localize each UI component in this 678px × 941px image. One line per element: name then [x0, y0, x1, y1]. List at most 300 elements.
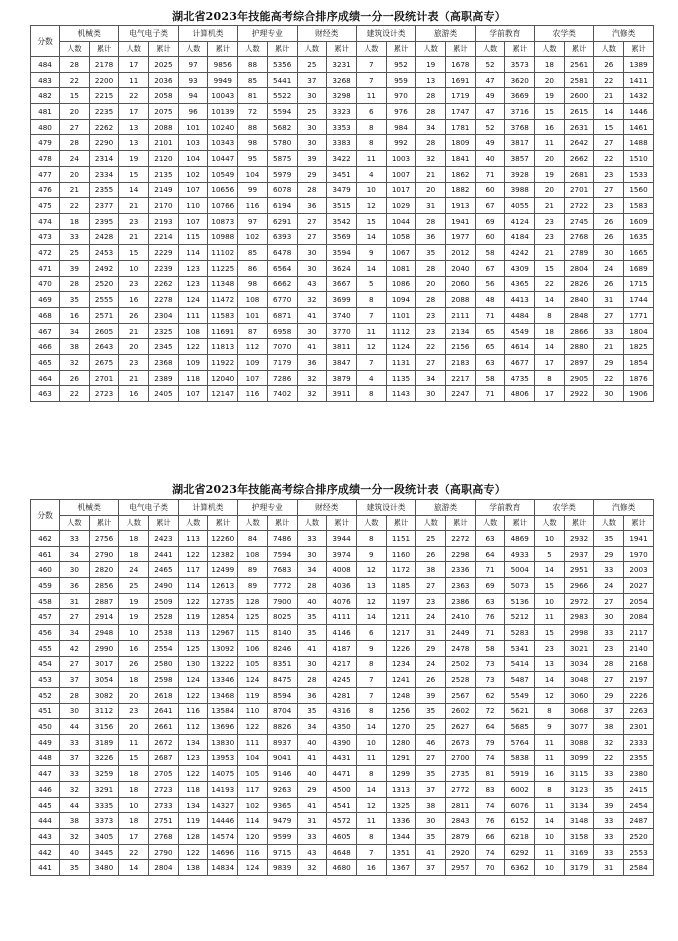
table-cell: 3817	[505, 135, 535, 151]
table-cell: 2027	[624, 578, 654, 594]
score-cell: 442	[31, 844, 60, 860]
score-cell: 476	[31, 182, 60, 198]
table-cell: 123	[178, 260, 208, 276]
table-cell: 3988	[505, 182, 535, 198]
table-cell: 14	[356, 782, 386, 798]
table-cell: 2581	[564, 72, 594, 88]
table-cell: 43	[297, 276, 327, 292]
table-cell: 3088	[564, 734, 594, 750]
table-cell: 122	[178, 766, 208, 782]
table-cell: 16	[119, 640, 149, 656]
table-cell: 119	[178, 813, 208, 829]
table-cell: 122	[178, 687, 208, 703]
table-cell: 20	[416, 276, 446, 292]
table-cell: 3048	[564, 672, 594, 688]
table-cell: 3148	[564, 813, 594, 829]
score-cell: 468	[31, 308, 60, 324]
table-cell: 7179	[267, 355, 297, 371]
table-cell: 2120	[149, 151, 179, 167]
table-cell: 2117	[624, 625, 654, 641]
table-cell: 4242	[505, 245, 535, 261]
table-cell: 2377	[89, 198, 119, 214]
table-cell: 3353	[327, 119, 357, 135]
table-cell: 3077	[564, 719, 594, 735]
table-cell: 2772	[446, 782, 476, 798]
table-cell: 30	[297, 88, 327, 104]
table-cell: 3082	[89, 687, 119, 703]
table-cell: 2478	[446, 640, 476, 656]
table-cell: 2410	[446, 609, 476, 625]
table-row	[31, 593, 654, 609]
table-cell: 38	[594, 719, 624, 735]
table-cell: 4484	[505, 308, 535, 324]
table-cell: 2914	[89, 609, 119, 625]
table-cell: 13468	[208, 687, 238, 703]
table-cell: 4933	[505, 546, 535, 562]
category-header: 建筑设计类	[356, 26, 415, 42]
table-cell: 37	[594, 703, 624, 719]
table-cell: 17	[535, 355, 565, 371]
table-cell: 1691	[446, 72, 476, 88]
table-cell: 1809	[446, 135, 476, 151]
table-cell: 13953	[208, 750, 238, 766]
table-cell: 8	[356, 292, 386, 308]
table-cell: 1411	[624, 72, 654, 88]
table-cell: 2790	[89, 546, 119, 562]
table-cell: 18	[119, 546, 149, 562]
table-cell: 2856	[89, 578, 119, 594]
table-cell: 23	[119, 355, 149, 371]
table-cell: 8475	[267, 672, 297, 688]
table-row	[31, 88, 654, 104]
table-cell: 3768	[505, 119, 535, 135]
table-cell: 14	[535, 339, 565, 355]
table-cell: 33	[594, 562, 624, 578]
table-cell: 32	[297, 386, 327, 402]
table-cell: 31	[594, 292, 624, 308]
table-row	[31, 323, 654, 339]
table-cell: 107	[178, 182, 208, 198]
table-cell: 67	[475, 198, 505, 214]
table-cell: 36	[297, 355, 327, 371]
table-cell: 18	[535, 323, 565, 339]
table-cell: 4365	[505, 276, 535, 292]
table-cell: 2229	[149, 245, 179, 261]
table-cell: 28	[416, 88, 446, 104]
table-cell: 7900	[267, 593, 297, 609]
table-cell: 117	[238, 782, 268, 798]
count-header: 人数	[60, 42, 90, 57]
table-cell: 28	[416, 104, 446, 120]
table-cell: 9	[356, 245, 386, 261]
table-cell: 7	[356, 672, 386, 688]
table-cell: 38	[416, 797, 446, 813]
table-cell: 18	[119, 782, 149, 798]
table-cell: 4413	[505, 292, 535, 308]
table-cell: 3515	[327, 198, 357, 214]
table-cell: 2040	[446, 260, 476, 276]
table-cell: 8025	[267, 609, 297, 625]
table-cell: 7772	[267, 578, 297, 594]
table-cell: 7	[356, 844, 386, 860]
table-cell: 109	[178, 355, 208, 371]
table-cell: 2262	[149, 276, 179, 292]
table-cell: 28	[416, 260, 446, 276]
table-cell: 4309	[505, 260, 535, 276]
category-header: 汽修类	[594, 26, 653, 42]
table-cell: 2584	[624, 860, 654, 876]
table-cell: 5073	[505, 578, 535, 594]
table-cell: 2355	[624, 750, 654, 766]
table-cell: 37	[60, 750, 90, 766]
table-cell: 28	[60, 135, 90, 151]
table-cell: 13696	[208, 719, 238, 735]
table-cell: 15	[119, 166, 149, 182]
table-cell: 2990	[89, 640, 119, 656]
table-cell: 2415	[624, 782, 654, 798]
table-cell: 3156	[89, 719, 119, 735]
table-cell: 2314	[89, 151, 119, 167]
table-cell: 122	[178, 593, 208, 609]
table-cell: 2363	[446, 578, 476, 594]
table-cell: 2101	[149, 135, 179, 151]
table-cell: 2025	[149, 57, 179, 73]
table-cell: 24	[416, 609, 446, 625]
table-row	[31, 72, 654, 88]
table-cell: 4281	[327, 687, 357, 703]
category-header: 计算机类	[178, 500, 237, 516]
count-header: 人数	[119, 42, 149, 57]
table-cell: 63	[475, 593, 505, 609]
table-cell: 41	[416, 844, 446, 860]
table-cell: 3770	[327, 323, 357, 339]
table-cell: 27	[297, 229, 327, 245]
table-cell: 42	[60, 640, 90, 656]
table-cell: 15	[356, 213, 386, 229]
table-cell: 4806	[505, 386, 535, 402]
table-cell: 17	[119, 57, 149, 73]
table-cell: 3268	[327, 72, 357, 88]
table-cell: 23	[119, 703, 149, 719]
table-cell: 2920	[446, 844, 476, 860]
table-cell: 16	[119, 386, 149, 402]
table-cell: 15	[119, 750, 149, 766]
table-row	[31, 57, 654, 73]
count-header: 人数	[535, 42, 565, 57]
table-cell: 74	[475, 797, 505, 813]
table-cell: 16	[535, 766, 565, 782]
count-header: 人数	[416, 516, 446, 531]
table-cell: 26	[60, 370, 90, 386]
table-cell: 110	[238, 703, 268, 719]
table-cell: 4350	[327, 719, 357, 735]
table-cell: 23	[594, 640, 624, 656]
table-cell: 22	[60, 198, 90, 214]
table-cell: 2449	[446, 625, 476, 641]
table-cell: 17	[535, 386, 565, 402]
table-cell: 15	[535, 625, 565, 641]
table-cell: 30	[297, 245, 327, 261]
table-cell: 6662	[267, 276, 297, 292]
table-cell: 2156	[446, 339, 476, 355]
table-cell: 2334	[89, 166, 119, 182]
table-cell: 1081	[386, 260, 416, 276]
table-cell: 124	[238, 860, 268, 876]
table-cell: 1101	[386, 308, 416, 324]
table-cell: 14696	[208, 844, 238, 860]
table-cell: 9479	[267, 813, 297, 829]
table-cell: 89	[238, 578, 268, 594]
table-cell: 12613	[208, 578, 238, 594]
table-cell: 26	[416, 546, 446, 562]
table-cell: 2140	[624, 640, 654, 656]
table-cell: 2520	[624, 829, 654, 845]
table-cell: 15	[535, 104, 565, 120]
table-cell: 119	[178, 609, 208, 625]
table-cell: 1583	[624, 198, 654, 214]
table-cell: 959	[386, 72, 416, 88]
table-cell: 14834	[208, 860, 238, 876]
table-cell: 1876	[624, 370, 654, 386]
count-header: 人数	[119, 516, 149, 531]
table-cell: 4055	[505, 198, 535, 214]
table-cell: 2804	[564, 260, 594, 276]
table-cell: 20	[119, 339, 149, 355]
cumulative-header: 累计	[386, 42, 416, 57]
table-cell: 35	[416, 703, 446, 719]
table-cell: 115	[178, 229, 208, 245]
table-cell: 9041	[267, 750, 297, 766]
table-cell: 110	[178, 198, 208, 214]
score-cell: 455	[31, 640, 60, 656]
table-cell: 2003	[624, 562, 654, 578]
table-cell: 27	[594, 135, 624, 151]
table-cell: 2905	[564, 370, 594, 386]
table-cell: 21	[594, 88, 624, 104]
table-cell: 1241	[386, 672, 416, 688]
table-cell: 2263	[624, 703, 654, 719]
table-cell: 12735	[208, 593, 238, 609]
table-cell: 65	[475, 339, 505, 355]
table-cell: 32	[297, 292, 327, 308]
table-cell: 10549	[208, 166, 238, 182]
table-cell: 81	[475, 766, 505, 782]
table-cell: 38	[60, 339, 90, 355]
table-cell: 34	[297, 562, 327, 578]
table-cell: 26	[119, 308, 149, 324]
table-cell: 2502	[446, 656, 476, 672]
table-cell: 5594	[267, 104, 297, 120]
table-row	[31, 276, 654, 292]
table-cell: 1665	[624, 245, 654, 261]
table-cell: 2948	[89, 625, 119, 641]
table-cell: 2580	[149, 656, 179, 672]
table-cell: 25	[416, 719, 446, 735]
table-cell: 32	[297, 860, 327, 876]
table-cell: 28	[297, 182, 327, 198]
table-cell: 5283	[505, 625, 535, 641]
table-cell: 1160	[386, 546, 416, 562]
table-cell: 8	[356, 119, 386, 135]
table-cell: 102	[238, 797, 268, 813]
score-cell: 466	[31, 339, 60, 355]
table-cell: 2170	[149, 198, 179, 214]
category-header: 学前教育	[475, 500, 534, 516]
table-cell: 27	[594, 182, 624, 198]
table-cell: 6078	[267, 182, 297, 198]
count-header: 人数	[178, 42, 208, 57]
table-cell: 10139	[208, 104, 238, 120]
table-cell: 5356	[267, 57, 297, 73]
table-cell: 36	[297, 198, 327, 214]
table-cell: 106	[238, 640, 268, 656]
table-cell: 2058	[149, 88, 179, 104]
page-title-2: 湖北省2023年技能高考综合排序成绩一分一段统计表（高职高专）	[172, 483, 506, 496]
table-cell: 20	[416, 182, 446, 198]
table-cell: 14	[356, 609, 386, 625]
table-cell: 60	[475, 182, 505, 198]
table-body-2	[31, 531, 654, 876]
table-cell: 7683	[267, 562, 297, 578]
table-cell: 12	[356, 562, 386, 578]
table-cell: 34	[60, 323, 90, 339]
table-cell: 58	[475, 370, 505, 386]
table-cell: 114	[178, 245, 208, 261]
table-cell: 60	[475, 229, 505, 245]
table-cell: 1131	[386, 355, 416, 371]
table-cell: 31	[416, 198, 446, 214]
table-cell: 34	[60, 546, 90, 562]
page-title-1: 湖北省2023年技能高考综合排序成绩一分一段统计表（高职高专）	[172, 10, 506, 23]
table-cell: 2983	[564, 609, 594, 625]
table-cell: 64	[475, 546, 505, 562]
table-cell: 12040	[208, 370, 238, 386]
table-cell: 3594	[327, 245, 357, 261]
table-cell: 15	[535, 260, 565, 276]
table-cell: 23	[535, 229, 565, 245]
table-cell: 1771	[624, 308, 654, 324]
table-cell: 2490	[149, 578, 179, 594]
table-cell: 20	[535, 72, 565, 88]
table-cell: 2751	[149, 813, 179, 829]
table-cell: 122	[178, 546, 208, 562]
table-cell: 2325	[149, 323, 179, 339]
table-cell: 2932	[564, 531, 594, 547]
table-cell: 8	[356, 829, 386, 845]
table-cell: 22	[594, 151, 624, 167]
table-cell: 79	[475, 734, 505, 750]
table-cell: 3231	[327, 57, 357, 73]
table-cell: 33	[60, 229, 90, 245]
table-cell: 11	[119, 72, 149, 88]
table-cell: 19	[119, 609, 149, 625]
table-cell: 1689	[624, 260, 654, 276]
table-cell: 134	[178, 734, 208, 750]
category-header: 学前教育	[475, 26, 534, 42]
table-cell: 31	[594, 860, 624, 876]
table-cell: 24	[594, 260, 624, 276]
table-cell: 1825	[624, 339, 654, 355]
table-row	[31, 546, 654, 562]
table-cell: 4680	[327, 860, 357, 876]
table-cell: 8	[356, 531, 386, 547]
table-cell: 67	[475, 260, 505, 276]
score-cell: 443	[31, 829, 60, 845]
table-cell: 2380	[624, 766, 654, 782]
table-cell: 3112	[89, 703, 119, 719]
table-cell: 47	[475, 72, 505, 88]
table-cell: 27	[416, 578, 446, 594]
count-header: 人数	[297, 516, 327, 531]
table-cell: 1234	[386, 656, 416, 672]
table-cell: 2428	[89, 229, 119, 245]
table-cell: 2301	[624, 719, 654, 735]
table-cell: 14	[356, 229, 386, 245]
table-cell: 71	[475, 308, 505, 324]
table-cell: 18	[119, 813, 149, 829]
table-cell: 71	[475, 562, 505, 578]
table-cell: 37	[60, 672, 90, 688]
table-cell: 2618	[149, 687, 179, 703]
table-cell: 1461	[624, 119, 654, 135]
table-cell: 1151	[386, 531, 416, 547]
cumulative-header: 累计	[208, 42, 238, 57]
table-row	[31, 370, 654, 386]
table-cell: 108	[238, 292, 268, 308]
category-header: 旅游类	[416, 26, 475, 42]
table-cell: 28	[60, 687, 90, 703]
table-cell: 2345	[149, 339, 179, 355]
table-cell: 14	[535, 672, 565, 688]
table-cell: 32	[60, 355, 90, 371]
table-row	[31, 656, 654, 672]
table-row	[31, 229, 654, 245]
table-cell: 6564	[267, 260, 297, 276]
table-cell: 105	[238, 656, 268, 672]
table-cell: 40	[297, 766, 327, 782]
table-cell: 2641	[149, 703, 179, 719]
table-cell: 2178	[89, 57, 119, 73]
table-cell: 976	[386, 104, 416, 120]
table-cell: 103	[178, 135, 208, 151]
table-cell: 64	[475, 719, 505, 735]
table-cell: 1067	[386, 245, 416, 261]
table-cell: 12854	[208, 609, 238, 625]
table-cell: 12499	[208, 562, 238, 578]
score-cell: 453	[31, 672, 60, 688]
table-cell: 2642	[564, 135, 594, 151]
count-header: 人数	[297, 42, 327, 57]
table-cell: 7	[356, 687, 386, 703]
table-cell: 1432	[624, 88, 654, 104]
table-cell: 5780	[267, 135, 297, 151]
count-header: 人数	[238, 42, 268, 57]
table-cell: 2605	[89, 323, 119, 339]
table-cell: 23	[594, 198, 624, 214]
table-cell: 27	[60, 609, 90, 625]
table-cell: 105	[238, 766, 268, 782]
table-cell: 24	[119, 562, 149, 578]
table-cell: 104	[238, 166, 268, 182]
table-cell: 1781	[446, 119, 476, 135]
table-cell: 2492	[89, 260, 119, 276]
table-cell: 3060	[564, 687, 594, 703]
table-cell: 111	[178, 308, 208, 324]
table-cell: 2183	[446, 355, 476, 371]
table-cell: 116	[238, 386, 268, 402]
table-cell: 14446	[208, 813, 238, 829]
table-cell: 27	[416, 750, 446, 766]
